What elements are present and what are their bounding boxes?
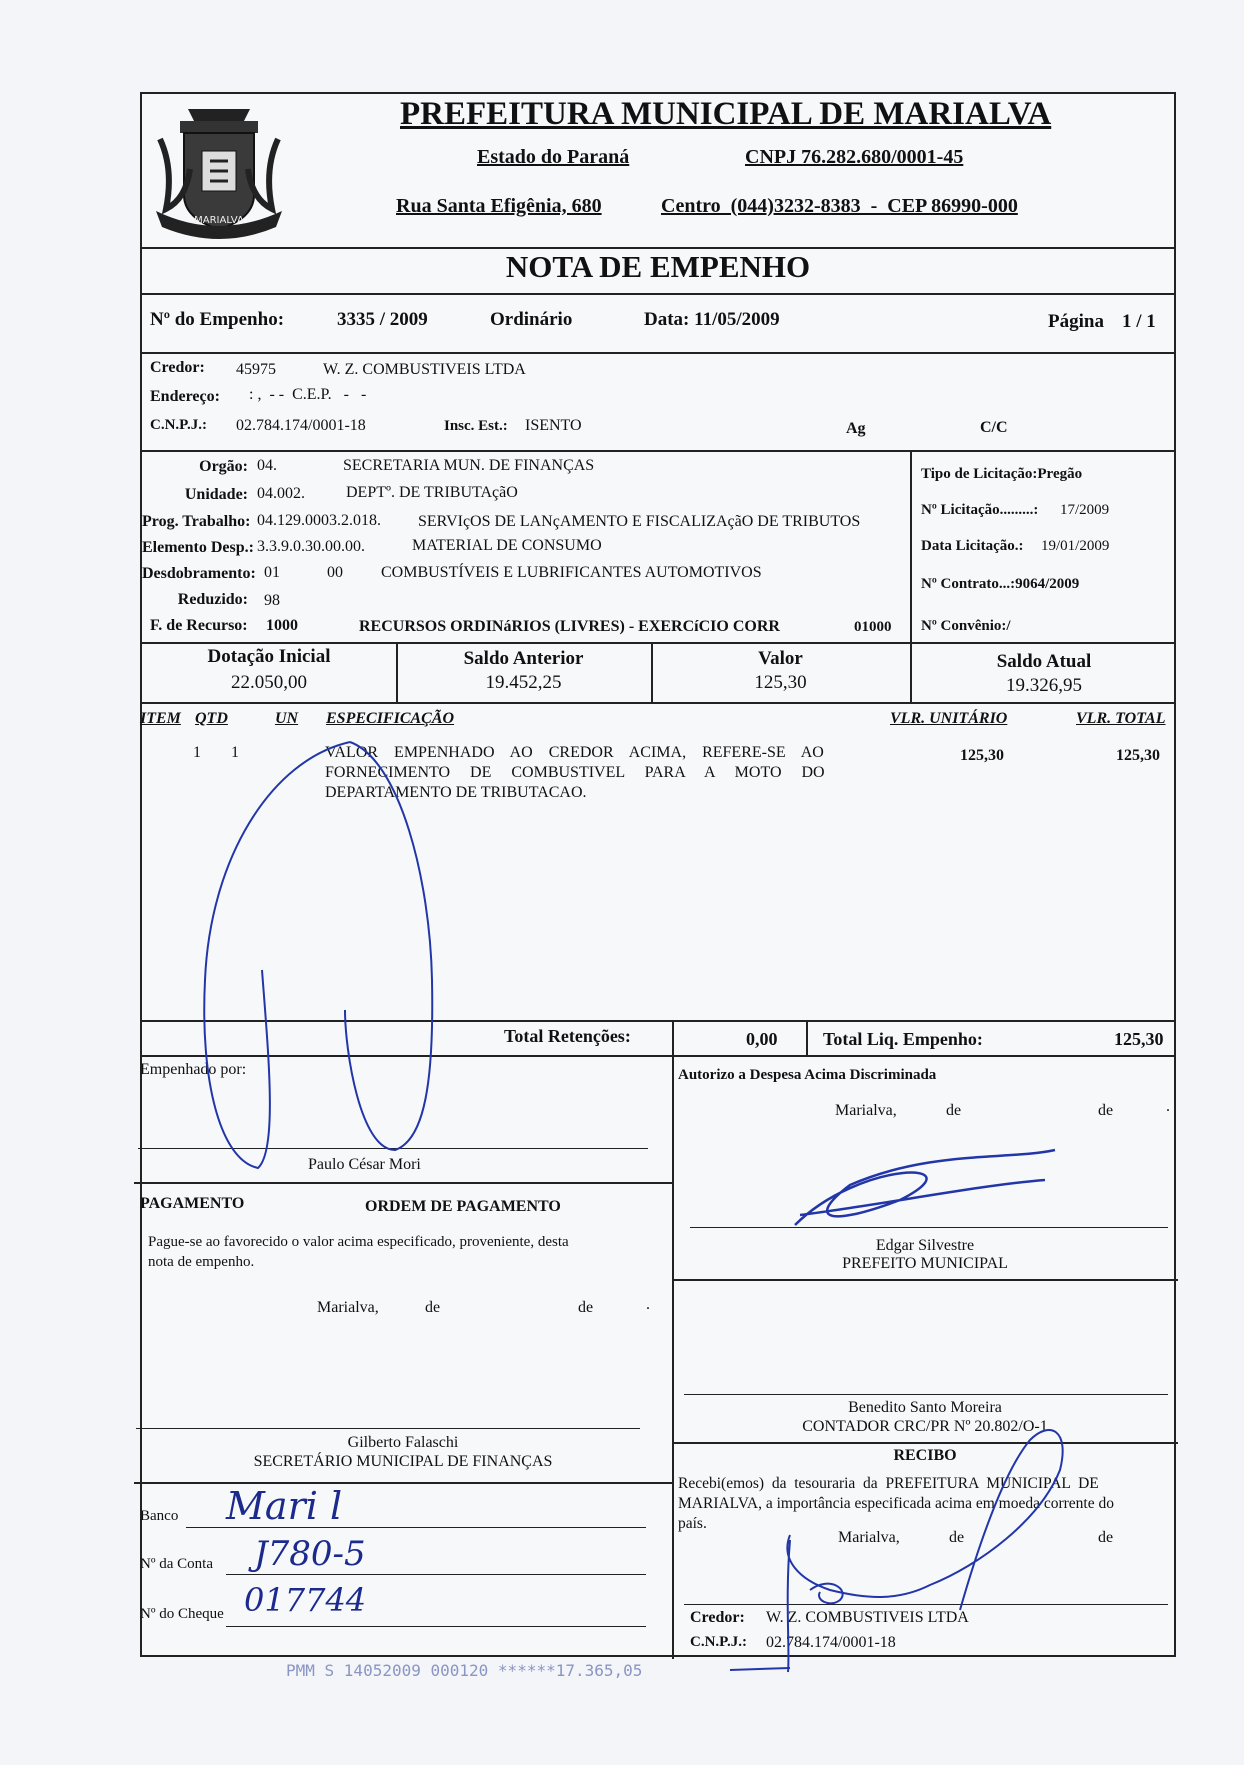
cheque-handwritten: 017744 [244,1581,367,1619]
licitacao-numero: 17/2009 [1060,502,1110,518]
retencoes-value: 0,00 [746,1029,778,1049]
fonte-number: 01000 [854,619,892,635]
recibo-de-2: de [1098,1529,1114,1546]
recibo-text-1: Recebi(emos) da tesouraria da PREFEITURA MUNICIPAL DE [678,1475,1099,1492]
cnpj-value: 02.784.174/0001-18 [236,417,366,434]
header-state: Estado do Paraná [477,146,630,168]
header-cnpj: CNPJ 76.282.680/0001-45 [745,146,964,168]
item-spec-line-2: FORNECIMENTO DE COMBUSTIVEL PARA A MOTO DO [325,764,825,781]
autorizo-signer-name: Edgar Silvestre [875,1237,975,1254]
address-label: Endereço: [150,388,220,405]
col-item: ITEM [140,710,181,727]
saldo-anterior-label: Saldo Anterior [463,648,584,669]
empenho-date: Data: 11/05/2009 [644,309,780,330]
licitacao-numero-label: Nº Licitação.........: [921,502,1039,518]
contador-name: Benedito Santo Moreira [848,1399,1002,1416]
autorizo-label: Autorizo a Despesa Acima Discriminada [678,1067,937,1083]
pagamento-signer-name: Gilberto Falaschi [347,1434,459,1451]
convenio: Nº Convênio:/ [921,618,1011,634]
pagamento-text-2: nota de empenho. [148,1254,255,1270]
seal-text: MARIALVA [194,215,244,226]
page-label: Página [1048,311,1104,332]
agency-label: Ag [846,420,866,437]
orgao-code: 04. [257,457,277,474]
empenhado-name: Paulo César Mori [308,1156,421,1173]
credor-code: 45975 [236,361,276,378]
total-liquido-value: 125,30 [1114,1029,1164,1049]
elemento-label: Elemento Desp.: [142,539,254,556]
pagamento-de-1: de [425,1299,441,1316]
licitacao-tipo: Tipo de Licitação:Pregão [921,466,1083,482]
col-unit-value: VLR. UNITÁRIO [890,710,1008,727]
recibo-cnpj-value: 02.784.174/0001-18 [766,1634,896,1651]
elemento-code: 3.3.9.0.30.00.00. [257,538,365,555]
reduzido-value: 98 [264,592,280,609]
item-unit-value: 125,30 [960,747,1004,764]
bank-stamp: PMM S 14052009 000120 ******17.365,05 [286,1661,643,1680]
recibo-credor-label: Credor: [690,1609,745,1626]
saldo-atual-label: Saldo Atual [996,651,1092,672]
saldo-atual-value: 19.326,95 [1006,675,1082,696]
fonte-code: 1000 [266,617,298,634]
autorizo-de-1: de [946,1102,962,1119]
desdobramento-a: 01 [264,564,280,581]
prog-code: 04.129.0003.2.018. [257,512,381,529]
conta-label: Nº da Conta [140,1556,213,1572]
recibo-cnpj-label: C.N.P.J.: [690,1634,747,1650]
address-value: : , - - C.E.P. - - [249,386,367,403]
desdobramento-name: COMBUSTÍVEIS E LUBRIFICANTES AUTOMOTIVOS [381,564,762,581]
pagamento-city: Marialva, [317,1299,379,1316]
document-title: NOTA DE EMPENHO [505,249,811,284]
desdobramento-label: Desdobramento: [142,565,256,582]
orgao-name: SECRETARIA MUN. DE FINANÇAS [343,457,595,474]
recibo-de-1: de [949,1529,965,1546]
contrato: Nº Contrato...:9064/2009 [921,576,1080,592]
recibo-text-3: país. [678,1515,707,1532]
header-address: Rua Santa Efigênia, 680 [396,195,602,217]
valor-label: Valor [758,648,803,669]
credor-label: Credor: [150,359,205,376]
dotacao-label: Dotação Inicial [207,646,331,667]
autorizo-de-2: de [1098,1102,1114,1119]
cnpj-label: C.N.P.J.: [150,417,207,433]
recibo-credor-name: W. Z. COMBUSTIVEIS LTDA [766,1609,969,1626]
contador-role: CONTADOR CRC/PR Nº 20.802/O-1 [802,1418,1048,1435]
prog-label: Prog. Trabalho: [142,513,251,530]
dotacao-value: 22.050,00 [231,672,307,693]
pagamento-signer-role: SECRETÁRIO MUNICIPAL DE FINANÇAS [253,1453,553,1470]
empenho-type: Ordinário [490,309,573,330]
item-qty: 1 [231,744,239,761]
nota-de-empenho-form: MARIALVA PREFEITURA MUNICIPAL DE MARIALVA Estado do Paraná CNPJ 76.282.680/0001-45 Rua Santa Efigênia, 680 Centro (044)3232-8383 - CEP 86990-000 NOTA DE EMPENHO Nº do Empenho: 3335 / 2009 Ordinário Data: 11/05/2009 Página 1 / 1 Credor: 45975 W. Z. COMBUSTIVEIS LTDA Endereço: : , - - C.E.P. - - C.N.P.J.: 02.784.174/0001-18 Insc. Est.: ISENTO Ag C/C Orgão: 04. SECRETARIA MUN. DE FINANÇAS Unidade: 04.002. DEPTº. DE TRIBUTAçãO Prog. Trabalho: 04.129.0003.2.018. SERVIçOS DE LANçAMENTO E FISCALIZAçãO DE TRIBUTOS Elemento Desp.: 3.3.9.0.30.00.00. MATERIAL DE CONSUMO Desdobramento: 01 00 COMBUSTÍVEIS E LUBRIFICANTES AUTOMOTIVOS Reduzido: 98 F. de Recurso: 1000 RECURSOS ORDINáRIOS (LIVRES) - EXERCíCIO CORR 01000 Tipo de Licitação:Pregão Nº Licitação.........: 17/2009 Data Licitação.: 19/01/2009 Nº Contrato...:9064/2009 Nº Convênio:/ Dotação Inicial 22.050,00 Saldo Anterior 19.452,25 Valor 125,30 Saldo Atual 19.326,95 ITEM QTD UN ESPECIFICAÇÃO VLR. UNITÁRIO VLR. TOTAL 1 1 VALOR EMPENHADO AO CREDOR ACIMA, REFERE-SE AO FORNECIMENTO DE COMBUSTIVEL PARA A MOTO DO DEPARTAMENTO DE TRIBUTACAO. 125,30 125,30 Total Retenções: 0,00 Total Liq. Empenho: 125,30 Empenhado por: Paulo César Mori PAGAMENTO ORDEM DE PAGAMENTO Pague-se ao favorecido o valor acima especificado, proveniente, desta nota de empenho. Marialva, de de . Gilberto Falaschi SECRETÁRIO MUNICIPAL DE FINANÇAS Banco Nº da Conta Nº do Cheque Mari l J780-5 017744 Autorizo a Despesa Acima Discriminada Marialva, de de . Edgar Silvestre PREFEITO MUNICIPAL Benedito Santo Moreira CONTADOR CRC/PR Nº 20.802/O-1 RECIBO Recebi(emos) da tesouraria da PREFEITURA MUNICIPAL DE MARIALVA, a importância especificada acima em moeda corrente do país. Marialva, de de Credor: W. Z. COMBUSTIVEIS LTDA C.N.P.J.: 02.784.174/0001-18 [140,92,1176,1657]
autorizo-city: Marialva, [835,1102,897,1119]
fonte-name: RECURSOS ORDINáRIOS (LIVRES) - EXERCíCIO CORR [359,618,780,635]
pagamento-text-1: Pague-se ao favorecido o valor acima especificado, proveniente, desta [148,1234,569,1250]
valor-value: 125,30 [754,672,807,693]
unidade-name: DEPTº. DE TRIBUTAçãO [346,484,518,501]
municipal-seal-icon [150,99,288,247]
unidade-label: Unidade: [184,486,248,503]
empenho-label: Nº do Empenho: [150,309,285,330]
autorizo-signer-role: PREFEITO MUNICIPAL [842,1255,1008,1272]
retencoes-label: Total Retenções: [504,1026,631,1046]
banco-label: Banco [140,1508,179,1524]
empenhado-label: Empenhado por: [140,1061,247,1078]
item-spec-line-3: DEPARTAMENTO DE TRIBUTACAO. [325,784,587,801]
item-spec-line-1: VALOR EMPENHADO AO CREDOR ACIMA, REFERE-SE AO [325,744,824,761]
recibo-label: RECIBO [893,1447,957,1464]
desdobramento-b: 00 [327,564,343,581]
licitacao-data: 19/01/2009 [1041,538,1110,554]
licitacao-data-label: Data Licitação.: [921,538,1024,554]
insc-value: ISENTO [525,417,582,434]
saldo-anterior-value: 19.452,25 [485,672,562,693]
fonte-label: F. de Recurso: [150,617,248,634]
header-address-rest: Centro (044)3232-8383 - CEP 86990-000 [661,195,1018,217]
elemento-name: MATERIAL DE CONSUMO [412,537,602,554]
col-spec: ESPECIFICAÇÃO [326,710,455,727]
recibo-text-2: MARIALVA, a importância especificada acima em moeda corrente do [678,1495,1114,1512]
account-label: C/C [980,419,1008,436]
col-total-value: VLR. TOTAL [1076,710,1166,727]
page-number: 1 / 1 [1122,311,1156,332]
banco-handwritten: Mari l [226,1484,343,1528]
col-un: UN [275,710,299,727]
cheque-label: Nº do Cheque [140,1606,224,1622]
conta-handwritten: J780-5 [254,1534,366,1574]
unidade-code: 04.002. [257,485,305,502]
insc-label: Insc. Est.: [444,418,508,434]
pagamento-label: PAGAMENTO [140,1195,245,1212]
empenho-number: 3335 / 2009 [337,309,428,330]
item-total-value: 125,30 [1116,747,1160,764]
prog-name: SERVIçOS DE LANçAMENTO E FISCALIZAçãO DE TRIBUTOS [418,513,861,530]
recibo-city: Marialva, [838,1529,900,1546]
ordem-pagamento-label: ORDEM DE PAGAMENTO [365,1198,561,1215]
pagamento-de-2: de [578,1299,594,1316]
col-qtd: QTD [195,710,228,727]
item-number: 1 [193,744,201,761]
header-title: PREFEITURA MUNICIPAL DE MARIALVA [400,96,1052,132]
orgao-label: Orgão: [199,458,248,475]
total-liquido-label: Total Liq. Empenho: [823,1029,983,1049]
reduzido-label: Reduzido: [177,591,248,608]
credor-name: W. Z. COMBUSTIVEIS LTDA [323,361,526,378]
